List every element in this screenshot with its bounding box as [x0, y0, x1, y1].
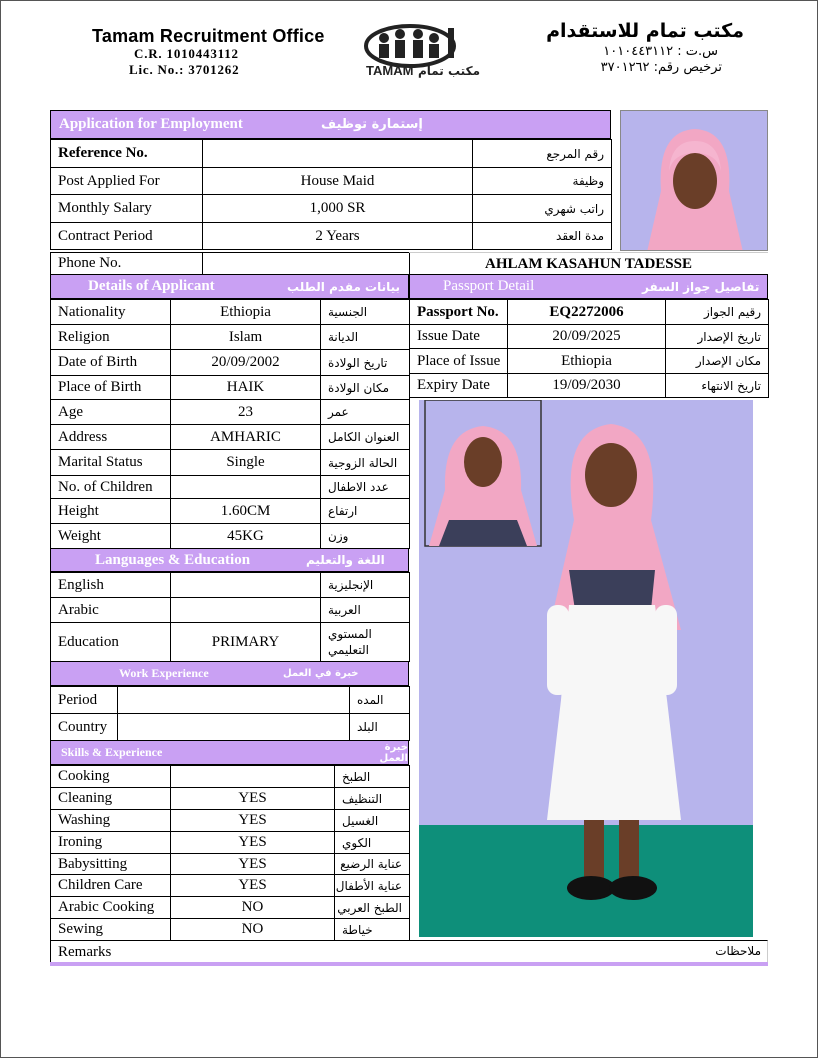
- education-label-ar: المستوي التعليمي: [321, 623, 410, 662]
- application-table: [50, 139, 612, 250]
- skill-value: YES: [171, 854, 335, 875]
- education-label: Education: [51, 623, 171, 662]
- office-name-en: Tamam Recruitment Office: [92, 26, 325, 46]
- skill-label-ar: الطبخ العربي: [335, 897, 410, 919]
- table-row: [51, 687, 410, 714]
- table-row: [51, 714, 410, 741]
- passport-value: Ethiopia: [508, 349, 666, 374]
- languages-title-en: Languages & Education: [95, 551, 251, 568]
- reference-label-ar: رقم المرجع: [473, 140, 612, 168]
- detail-label: Date of Birth: [51, 350, 171, 376]
- passport-label: Place of Issue: [410, 349, 508, 374]
- logo-text-ar: مكتب تمام: [417, 64, 480, 78]
- passport-label-ar: رقيم الجواز: [666, 300, 769, 325]
- passport-label: Expiry Date: [410, 374, 508, 398]
- detail-label: Nationality: [51, 300, 171, 325]
- logo-text-en: TAMAM: [366, 63, 414, 78]
- detail-label-ar: الحالة الزوجية: [321, 450, 410, 476]
- phone-label: Phone No.: [51, 253, 203, 275]
- period-value: [118, 687, 350, 714]
- work-title-band: [50, 661, 409, 686]
- reference-label: Reference No.: [51, 140, 203, 168]
- detail-value: HAIK: [171, 376, 321, 400]
- table-row: [51, 788, 410, 810]
- reference-value: [203, 140, 473, 168]
- table-row: [51, 832, 410, 854]
- detail-value: Ethiopia: [171, 300, 321, 325]
- languages-title-ar: اللغة والتعليم: [306, 553, 385, 567]
- detail-value: [171, 476, 321, 499]
- skill-label: Washing: [51, 810, 171, 832]
- detail-label-ar: وزن: [321, 524, 410, 549]
- skill-value: YES: [171, 810, 335, 832]
- table-row: [51, 623, 410, 662]
- table-row: [51, 425, 410, 450]
- arabic-label-ar: العربية: [321, 598, 410, 623]
- license-number-ar: ترخيص رقم: ٣٧٠١٢٦٢: [600, 60, 722, 75]
- skills-table: [50, 765, 410, 941]
- detail-label-ar: الجنسية: [321, 300, 410, 325]
- table-row: [51, 253, 410, 275]
- languages-table: [50, 572, 410, 662]
- post-value: House Maid: [203, 168, 473, 195]
- cr-number-ar: س.ت : ١٠١٠٤٤٣١١٢: [603, 44, 718, 59]
- application-title-band: [50, 110, 611, 139]
- skill-value: NO: [171, 919, 335, 941]
- skill-value: [171, 766, 335, 788]
- skills-title-ar: خبرة العمل: [379, 741, 408, 764]
- detail-value: 20/09/2002: [171, 350, 321, 376]
- detail-label: Religion: [51, 325, 171, 350]
- passport-label-ar: مكان الإصدار: [666, 349, 769, 374]
- passport-value: 20/09/2025: [508, 325, 666, 349]
- salary-label-ar: راتب شهري: [473, 195, 612, 223]
- english-label-ar: الإنجليزية: [321, 573, 410, 598]
- detail-label-ar: العنوان الكامل: [321, 425, 410, 450]
- languages-title-band: [50, 548, 409, 572]
- table-row: [51, 350, 410, 376]
- skill-value: YES: [171, 832, 335, 854]
- application-title-en: Application for Employment: [59, 116, 243, 132]
- skill-value: NO: [171, 897, 335, 919]
- remarks-label: Remarks: [58, 944, 112, 960]
- detail-value: AMHARIC: [171, 425, 321, 450]
- table-row: [51, 168, 612, 195]
- work-table: [50, 686, 410, 741]
- table-row: [51, 223, 612, 250]
- skill-value: YES: [171, 875, 335, 897]
- arabic-value: [171, 598, 321, 623]
- detail-label: No. of Children: [51, 476, 171, 499]
- contract-value: 2 Years: [203, 223, 473, 250]
- remarks-row: [50, 940, 768, 964]
- detail-label: Weight: [51, 524, 171, 549]
- passport-label: Issue Date: [410, 325, 508, 349]
- remarks-label-ar: ملاحظات: [715, 944, 761, 958]
- skill-label: Babysitting: [51, 854, 171, 875]
- detail-value: 45KG: [171, 524, 321, 549]
- table-row: [51, 376, 410, 400]
- table-row: [410, 325, 769, 349]
- passport-title-en: Passport Detail: [443, 278, 535, 294]
- applicant-fullbody-photo: [419, 400, 753, 937]
- skill-label-ar: عناية الرضيع: [335, 854, 410, 875]
- table-row: [410, 374, 769, 398]
- applicant-name: AHLAM KASAHUN TADESSE: [409, 252, 768, 274]
- skill-label: Sewing: [51, 919, 171, 941]
- passport-title-band: [409, 274, 768, 299]
- details-title-ar: بيانات مقدم الطلب: [287, 279, 401, 294]
- detail-label: Marital Status: [51, 450, 171, 476]
- detail-label-ar: عدد الاطفال: [321, 476, 410, 499]
- detail-value: Islam: [171, 325, 321, 350]
- detail-label: Address: [51, 425, 171, 450]
- skill-label-ar: التنظيف: [335, 788, 410, 810]
- skill-label-ar: الغسيل: [335, 810, 410, 832]
- work-title-ar: خبرة في العمل: [283, 668, 359, 679]
- table-row: [51, 400, 410, 425]
- skill-label: Children Care: [51, 875, 171, 897]
- table-row: [51, 598, 410, 623]
- salary-label: Monthly Salary: [51, 195, 203, 223]
- tamam-logo: [362, 22, 482, 78]
- table-row: [51, 810, 410, 832]
- passport-table: [409, 299, 769, 398]
- table-row: [51, 573, 410, 598]
- post-label-ar: وظيفة: [473, 168, 612, 195]
- skill-value: YES: [171, 788, 335, 810]
- work-title-en: Work Experience: [119, 666, 209, 680]
- cr-number-en: C.R. 1010443112: [134, 46, 239, 61]
- contract-label-ar: مدة العقد: [473, 223, 612, 250]
- application-title-ar: إستمارة توظيف: [321, 117, 423, 132]
- country-label-ar: البلد: [350, 714, 410, 741]
- country-value: [118, 714, 350, 741]
- arabic-label: Arabic: [51, 598, 171, 623]
- english-label: English: [51, 573, 171, 598]
- table-row: [51, 450, 410, 476]
- contract-label: Contract Period: [51, 223, 203, 250]
- skill-label: Ironing: [51, 832, 171, 854]
- passport-value: 19/09/2030: [508, 374, 666, 398]
- details-table: [50, 299, 410, 549]
- detail-value: 1.60CM: [171, 499, 321, 524]
- table-row: [51, 325, 410, 350]
- detail-label-ar: تاريخ الولادة: [321, 350, 410, 376]
- table-row: [51, 195, 612, 223]
- detail-value: Single: [171, 450, 321, 476]
- detail-label: Age: [51, 400, 171, 425]
- passport-title-ar: تفاصيل جواز السفر: [642, 279, 760, 294]
- skill-label: Cleaning: [51, 788, 171, 810]
- skill-label-ar: الطبخ: [335, 766, 410, 788]
- detail-label-ar: ارتفاع: [321, 499, 410, 524]
- education-value: PRIMARY: [171, 623, 321, 662]
- table-row: [51, 300, 410, 325]
- post-label: Post Applied For: [51, 168, 203, 195]
- period-label: Period: [51, 687, 118, 714]
- salary-value: 1,000 SR: [203, 195, 473, 223]
- phone-value: [203, 253, 410, 275]
- table-row: [51, 524, 410, 549]
- license-number-en: Lic. No.: 3701262: [129, 62, 240, 77]
- details-title-band: [50, 274, 409, 299]
- detail-label-ar: مكان الولادة: [321, 376, 410, 400]
- skill-label-ar: الكوي: [335, 832, 410, 854]
- table-row: [51, 854, 410, 875]
- table-row: [410, 300, 769, 325]
- table-row: [51, 476, 410, 499]
- detail-label: Height: [51, 499, 171, 524]
- phone-table: [50, 252, 410, 275]
- skill-label: Cooking: [51, 766, 171, 788]
- skill-label: Arabic Cooking: [51, 897, 171, 919]
- detail-label: Place of Birth: [51, 376, 171, 400]
- english-value: [171, 573, 321, 598]
- office-name-ar: مكتب تمام للاستقدام: [546, 20, 744, 42]
- skills-title-band: [50, 740, 409, 765]
- detail-value: 23: [171, 400, 321, 425]
- details-title-en: Details of Applicant: [88, 278, 215, 294]
- footer-bar: [50, 962, 768, 966]
- detail-label-ar: عمر: [321, 400, 410, 425]
- table-row: [51, 919, 410, 941]
- table-row: [410, 349, 769, 374]
- table-row: [51, 766, 410, 788]
- passport-label-ar: تاريخ الإصدار: [666, 325, 769, 349]
- skills-title-en: Skills & Experience: [61, 745, 163, 759]
- skill-label-ar: عناية الأطفال: [335, 875, 410, 897]
- passport-label-ar: تاريخ الانتهاء: [666, 374, 769, 398]
- table-row: [51, 897, 410, 919]
- table-row: [51, 140, 612, 168]
- detail-label-ar: الديانة: [321, 325, 410, 350]
- passport-value: EQ2272006: [508, 300, 666, 325]
- passport-label: Passport No.: [410, 300, 508, 325]
- skill-label-ar: خياطة: [335, 919, 410, 941]
- applicant-portrait-photo: [620, 110, 768, 251]
- period-label-ar: المده: [350, 687, 410, 714]
- table-row: [51, 875, 410, 897]
- table-row: [51, 499, 410, 524]
- country-label: Country: [51, 714, 118, 741]
